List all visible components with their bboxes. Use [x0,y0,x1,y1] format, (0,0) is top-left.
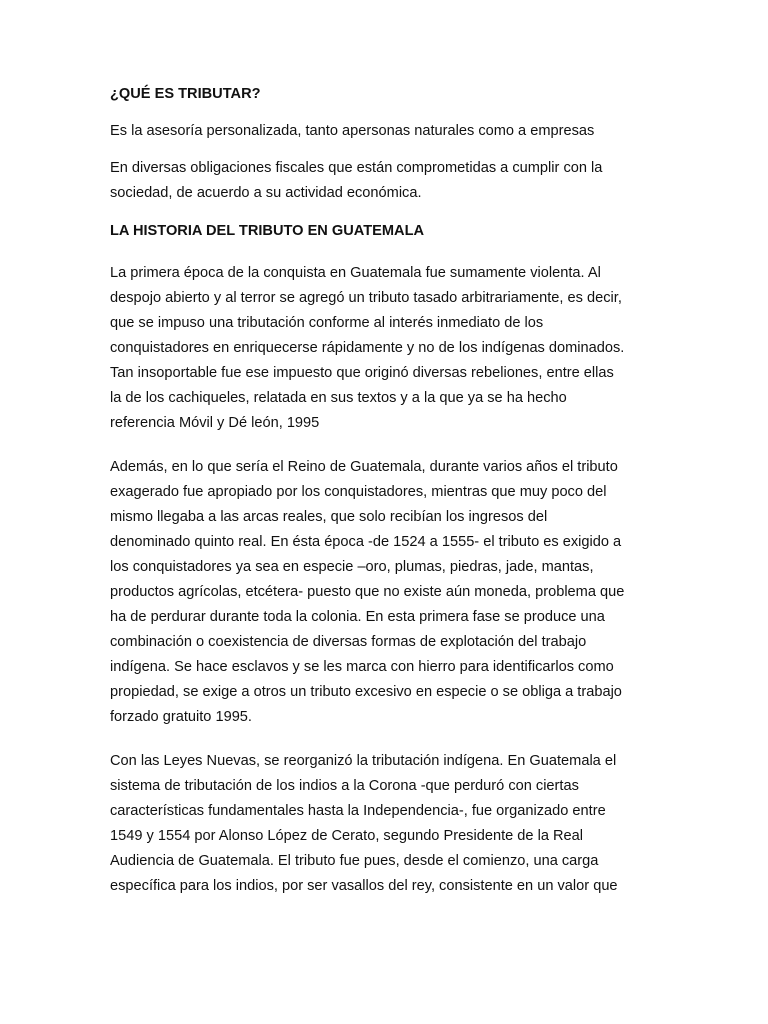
paragraph-line: la de los cachiqueles, relatada en sus textos y a la que ya se ha hecho [110,390,567,406]
paragraph-line: propiedad, se exige a otros un tributo excesivo en especie o se obliga a trabajo [110,684,622,700]
paragraph-line: exagerado fue apropiado por los conquistadores, mientras que muy poco del [110,484,607,500]
paragraph-line: combinación o coexistencia de diversas formas de explotación del trabajo [110,634,587,650]
paragraph-line: referencia Móvil y Dé león, 1995 [110,415,320,431]
paragraph-line: 1549 y 1554 por Alonso López de Cerato, segundo Presidente de la Real [110,828,584,844]
paragraph-line: ha de perdurar durante toda la colonia. En esta primera fase se produce una [110,609,605,625]
paragraph-line: Además, en lo que sería el Reino de Guatemala, durante varios años el tributo [110,459,618,475]
paragraph-line: La primera época de la conquista en Guatemala fue sumamente violenta. Al [110,265,601,281]
paragraph-line: Con las Leyes Nuevas, se reorganizó la tributación indígena. En Guatemala el [110,753,617,769]
heading-historia-del-tributo: LA HISTORIA DEL TRIBUTO EN GUATEMALA [110,223,425,239]
paragraph-line: productos agrícolas, etcétera- puesto que no existe aún moneda, problema que [110,584,625,600]
paragraph-line: mismo llegaba a las arcas reales, que solo recibían los ingresos del [110,509,548,525]
paragraph-line: denominado quinto real. En ésta época -de 1524 a 1555- el tributo es exigido a [110,534,622,550]
paragraph-line: forzado gratuito 1995. [110,709,252,725]
paragraph-line: Audiencia de Guatemala. El tributo fue pues, desde el comienzo, una carga [110,853,599,869]
intro-line: sociedad, de acuerdo a su actividad económica. [110,185,422,201]
intro-line: En diversas obligaciones fiscales que están comprometidas a cumplir con la [110,160,603,176]
paragraph-line: Tan insoportable fue ese impuesto que originó diversas rebeliones, entre ellas [110,365,614,381]
paragraph-line: sistema de tributación de los indios a la Corona -que perduró con ciertas [110,778,579,794]
paragraph-line: específica para los indios, por ser vasallos del rey, consistente en un valor que [110,878,618,894]
paragraph-line: características fundamentales hasta la Independencia-, fue organizado entre [110,803,606,819]
paragraph-line: conquistadores en enriquecerse rápidamente y no de los indígenas dominados. [110,340,625,356]
paragraph-line: despojo abierto y al terror se agregó un tributo tasado arbitrariamente, es decir, [110,290,622,306]
paragraph-line: los conquistadores ya sea en especie –oro, plumas, piedras, jade, mantas, [110,559,594,575]
document-page [110,0,658,1024]
intro-line: Es la asesoría personalizada, tanto apersonas naturales como a empresas [110,123,595,139]
paragraph-line: que se impuso una tributación conforme al interés inmediato de los [110,315,544,331]
heading-que-es-tributar: ¿QUÉ ES TRIBUTAR? [110,86,261,102]
paragraph-line: indígena. Se hace esclavos y se les marca con hierro para identificarlos como [110,659,614,675]
